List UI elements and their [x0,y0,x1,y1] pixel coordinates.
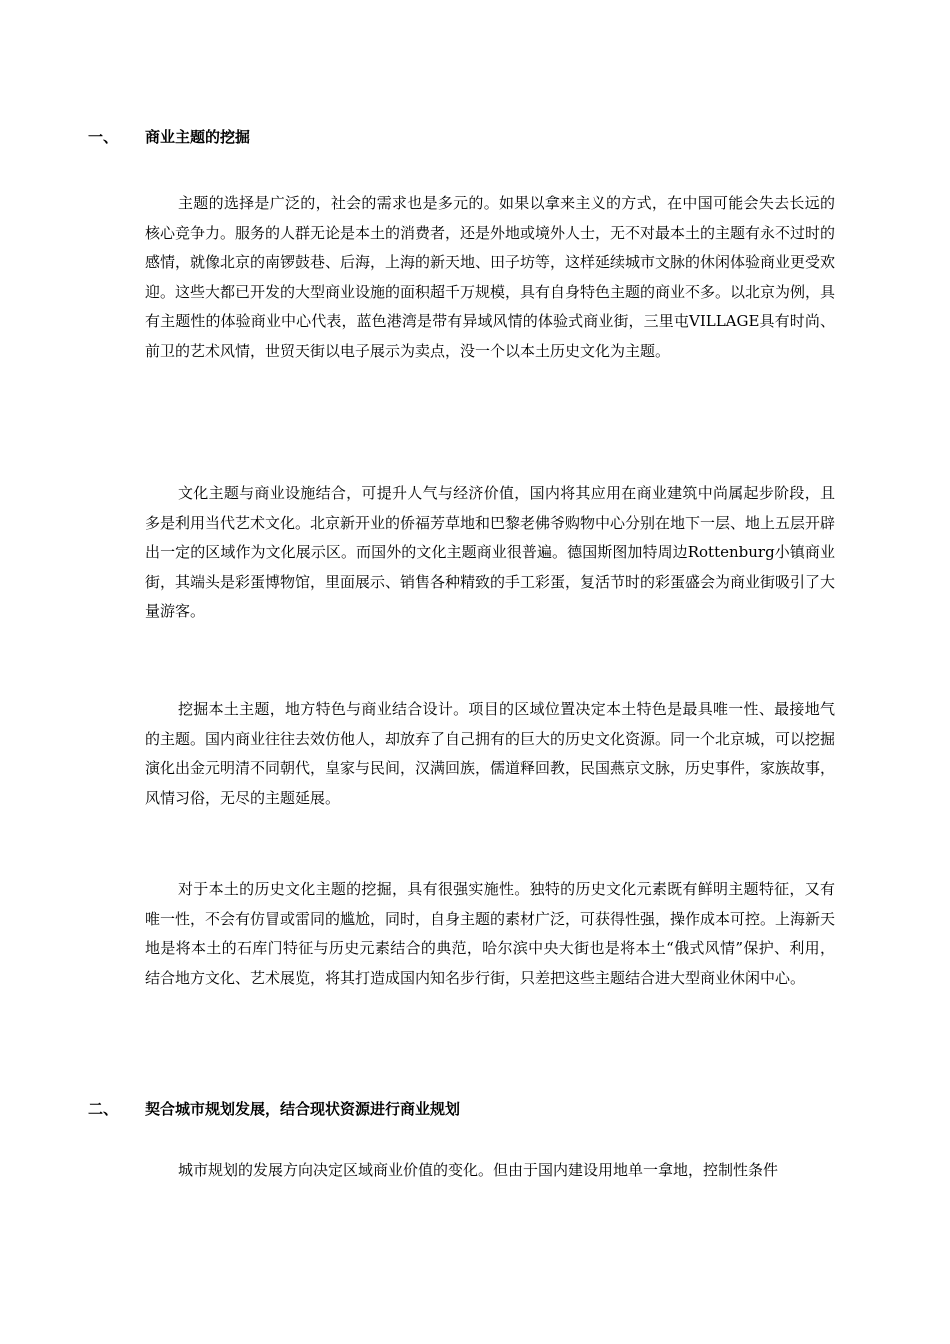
paragraph: 对于本土的历史文化主题的挖掘，具有很强实施性。独特的历史文化元素既有鲜明主题特征，又有唯一性，不会有仿冒或雷同的尴尬，同时，自身主题的素材广泛，可获得性强，操作成本可控。上海新天地是将本土的石库门特征与历史元素结合的典范，哈尔滨中央大街也是将本土“俄式风情”保护、利用，结合地方文化、艺术展览，将其打造成国内知名步行街，只差把这些主题结合进大型商业休闲中心。 [145,880,836,987]
section-title: 商业主题的挖掘 [145,128,251,146]
paragraph: 文化主题与商业设施结合，可提升人气与经济价值，国内将其应用在商业建筑中尚属起步阶段，且多是利用当代艺术文化。北京新开业的侨福芳草地和巴黎老佛爷购物中心分别在地下一层、地上五层开辟出一定的区域作为文化展示区。而国外的文化主题商业很普遍。德国斯图加特周边Rottenburg小镇商业街，其端头是彩蛋博物馆，里面展示、销售各种精致的手工彩蛋，复活节时的彩蛋盛会为商业街吸引了大量游客。 [145,484,836,621]
section-number: 一、 [88,128,119,146]
paragraph: 城市规划的发展方向决定区域商业价值的变化。但由于国内建设用地单一拿地，控制性条件 [178,1161,779,1179]
section-title: 契合城市规划发展，结合现状资源进行商业规划 [145,1100,461,1118]
paragraph: 挖掘本土主题，地方特色与商业结合设计。项目的区域位置决定本土特色是最具唯一性、最接地气的主题。国内商业往往去效仿他人，却放弃了自己拥有的巨大的历史文化资源。同一个北京城，可以挖掘演化出金元明清不同朝代，皇家与民间，汉满回族，儒道释回教，民国燕京文脉，历史事件，家族故事，风情习俗，无尽的主题延展。 [145,700,836,807]
section-heading-1 [88,127,250,147]
paragraph: 主题的选择是广泛的，社会的需求也是多元的。如果以拿来主义的方式，在中国可能会失去长远的核心竞争力。服务的人群无论是本土的消费者，还是外地或境外人士，无不对最本土的主题有永不过时的感情，就像北京的南锣鼓巷、后海，上海的新天地、田子坊等，这样延续城市文脉的休闲体验商业更受欢迎。这些大都已开发的大型商业设施的面积超千万规模，具有自身特色主题的商业不多。以北京为例，具有主题性的体验商业中心代表，蓝色港湾是带有异域风情的体验式商业街，三里屯VILLAGE具有时尚、前卫的艺术风情，世贸天街以电子展示为卖点，没一个以本土历史文化为主题。 [145,194,836,360]
section-number: 二、 [88,1100,119,1118]
section-heading-2 [88,1099,460,1119]
